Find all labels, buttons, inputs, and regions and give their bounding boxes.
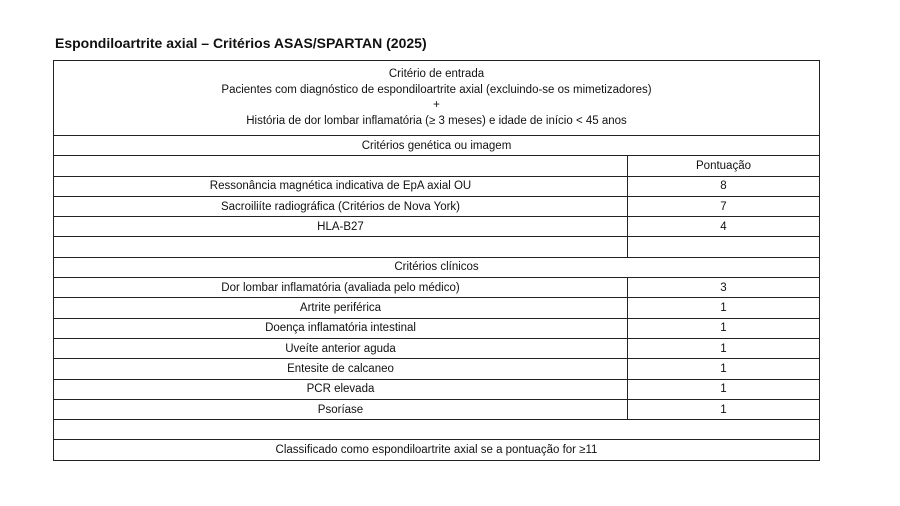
table-row — [54, 399, 820, 419]
criterion-label: Sacroiliíte radiográfica (Critérios de Nova York) — [54, 196, 628, 216]
table-row — [54, 338, 820, 358]
genetic-section-header-row — [54, 136, 820, 156]
score-header-blank-cell — [54, 156, 628, 176]
entry-criteria-row — [54, 61, 820, 136]
criterion-label: Uveíte anterior aguda — [54, 338, 628, 358]
classification-threshold-note: Classificado como espondiloartrite axial se a pontuação for ≥11 — [54, 440, 820, 460]
criterion-label: Psoríase — [54, 399, 628, 419]
criterion-label: Doença inflamatória intestinal — [54, 318, 628, 338]
empty-cell — [54, 237, 628, 257]
table-row — [54, 318, 820, 338]
entry-criteria-plus: + — [433, 99, 440, 111]
criterion-score: 1 — [628, 399, 820, 419]
criterion-score: 1 — [628, 379, 820, 399]
criterion-score: 4 — [628, 217, 820, 237]
entry-criteria-cell — [54, 61, 820, 136]
criterion-label: HLA-B27 — [54, 217, 628, 237]
entry-criteria-line-1: Pacientes com diagnóstico de espondiloartrite axial (excluindo-se os mimetizadores) — [221, 83, 652, 96]
table-row — [54, 379, 820, 399]
criterion-score: 7 — [628, 196, 820, 216]
criterion-score: 1 — [628, 298, 820, 318]
page-title: Espondiloartrite axial – Critérios ASAS/SPARTAN (2025) — [55, 35, 427, 51]
clinical-section-header-row — [54, 257, 820, 277]
empty-cell — [628, 237, 820, 257]
criterion-score: 8 — [628, 176, 820, 196]
criterion-label: Entesite de calcaneo — [54, 359, 628, 379]
criterion-label: Artrite periférica — [54, 298, 628, 318]
criterion-score: 1 — [628, 359, 820, 379]
criterion-label: PCR elevada — [54, 379, 628, 399]
score-column-header: Pontuação — [628, 156, 820, 176]
criterion-score: 1 — [628, 338, 820, 358]
criteria-table — [53, 60, 820, 461]
table-row — [54, 217, 820, 237]
clinical-section-heading: Critérios clínicos — [54, 257, 820, 277]
empty-row — [54, 237, 820, 257]
table-row — [54, 278, 820, 298]
table-row — [54, 298, 820, 318]
criterion-label: Ressonância magnética indicativa de EpA axial OU — [54, 176, 628, 196]
table-row — [54, 176, 820, 196]
entry-criteria-line-2: História de dor lombar inflamatória (≥ 3 meses) e idade de início < 45 anos — [246, 114, 627, 127]
footer-row — [54, 440, 820, 460]
genetic-section-heading: Critérios genética ou imagem — [54, 136, 820, 156]
table-row — [54, 196, 820, 216]
criterion-score: 3 — [628, 278, 820, 298]
empty-row — [54, 420, 820, 440]
score-header-row — [54, 156, 820, 176]
criterion-score: 1 — [628, 318, 820, 338]
table-row — [54, 359, 820, 379]
entry-criteria-heading: Critério de entrada — [388, 68, 485, 80]
empty-cell — [54, 420, 820, 440]
criterion-label: Dor lombar inflamatória (avaliada pelo médico) — [54, 278, 628, 298]
